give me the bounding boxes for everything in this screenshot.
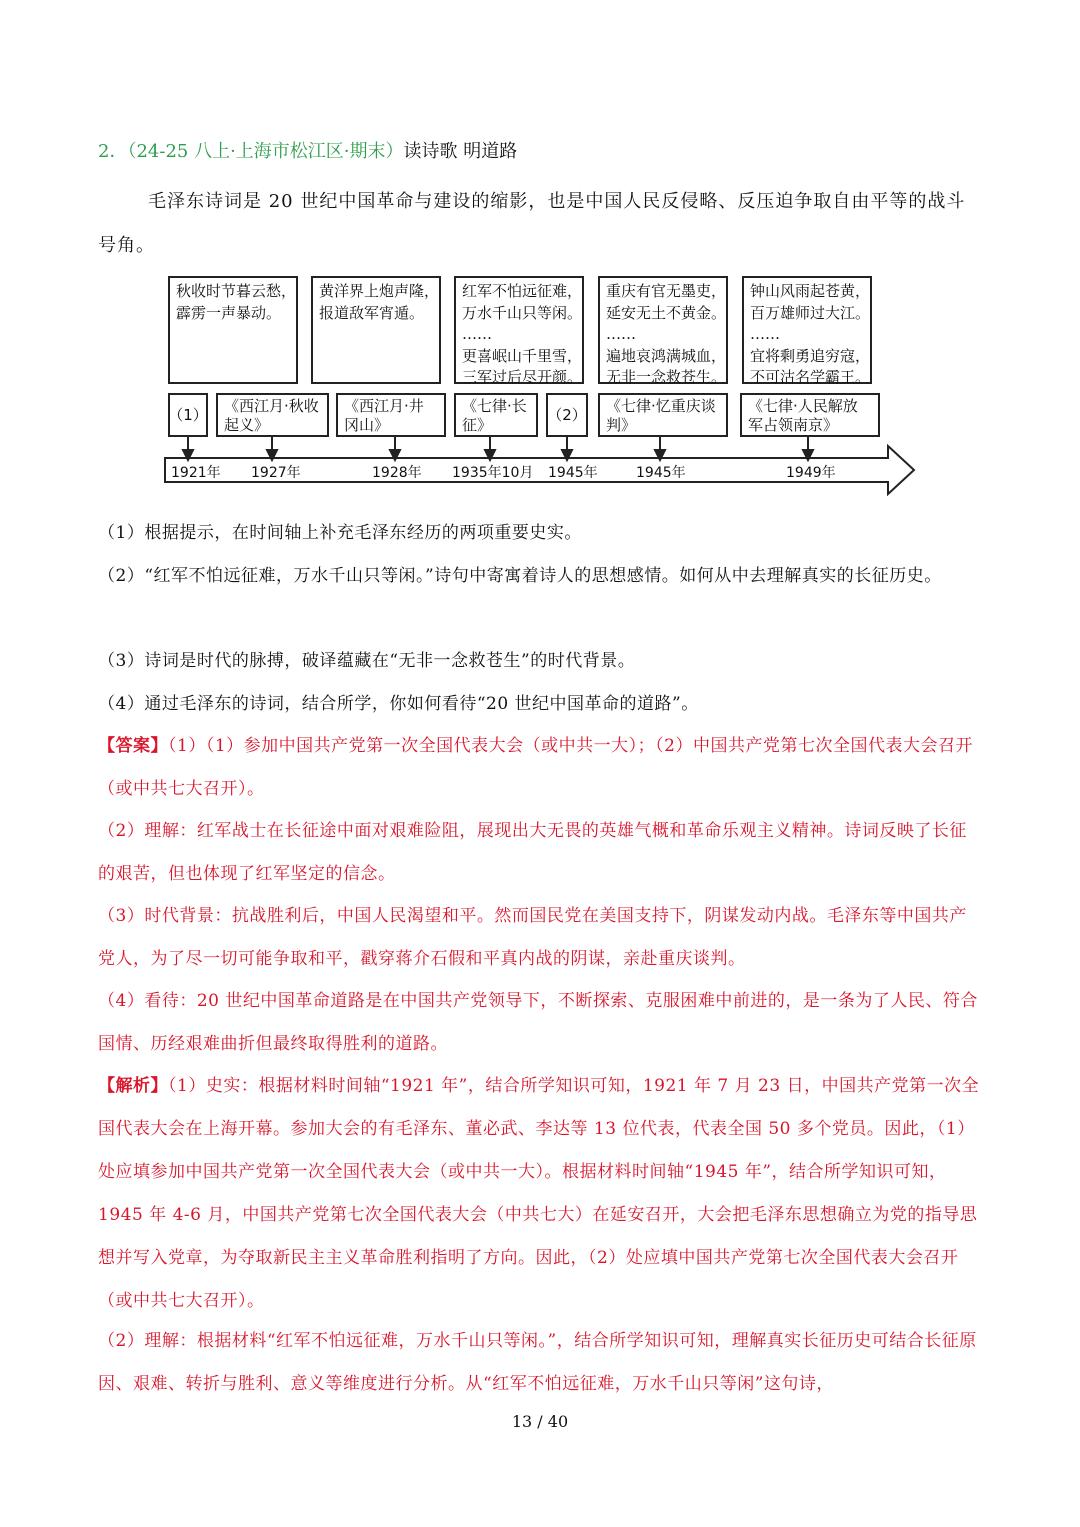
poem-line: 万水千山只等闲。	[462, 303, 583, 322]
poem-line: 延安无土不黄金。	[606, 303, 727, 322]
poem-box	[598, 276, 728, 384]
poem-line: 无非一念救苍生。	[606, 368, 727, 386]
poem-line: 霹雳一声暴动。	[176, 303, 282, 322]
answer-text: （1）（1）参加中国共产党第一次全国代表大会（或中共一大）；（2）中国共产党第七次全国代表大会召开（或中共七大召开）。	[98, 736, 973, 799]
poem-line: ……	[462, 325, 492, 343]
question-heading: 读诗歌 明道路	[403, 141, 518, 162]
event-label: 《西江月·井冈山》	[336, 393, 446, 437]
analysis-tag: 【解析】	[98, 1076, 168, 1096]
timeline-year: 1928年	[372, 465, 422, 481]
timeline-year: 1927年	[251, 465, 301, 481]
question-number: 2．	[98, 141, 128, 162]
event-label: 《西江月·秋收起义》	[216, 393, 329, 437]
poem-box	[168, 276, 298, 384]
poem-line: 黄洋界上炮声隆，	[319, 282, 440, 300]
poem-box	[742, 276, 872, 384]
timeline-year: 1949年	[786, 465, 836, 481]
timeline-year: 1945年	[548, 465, 598, 481]
analysis-part-2: （2）理解：根据材料“红军不怕远征难，万水千山只等闲。”，结合所学知识可知，理解真实长征历史可结合长征原因、艰难、转折与胜利、意义等维度进行分析。从“红军不怕远征难，万水千山只等闲”这句诗，	[98, 1331, 977, 1394]
analysis-part-1	[98, 1065, 982, 1323]
timeline-arrow	[0, 0, 1080, 520]
answer-part-4: （4）看待：20 世纪中国革命道路是在中国共产党领导下，不断探索、克服困难中前进的，是一条为了人民、符合国情、历经艰难曲折但最终取得胜利的道路。	[98, 991, 978, 1054]
poem-line: 钟山风雨起苍黄，	[750, 282, 871, 300]
poem-line: ……	[606, 325, 636, 343]
poem-line: 重庆有官无墨吏，	[606, 282, 727, 300]
timeline-year: 1921年	[171, 465, 221, 481]
poem-box	[454, 276, 584, 384]
timeline-year: 1945年	[636, 465, 686, 481]
poem-line: 更喜岷山千里雪，	[462, 346, 583, 365]
poem-box	[311, 276, 441, 384]
sub-question: （1）根据提示，在时间轴上补充毛泽东经历的两项重要史实。	[98, 523, 582, 543]
answer-part-3: （3）时代背景：抗战胜利后，中国人民渴望和平。然而国民党在美国支持下，阴谋发动内战。毛泽东等中国共产党人，为了尽一切可能争取和平，戳穿蒋介石假和平真内战的阴谋，亲赴重庆谈判。	[98, 906, 967, 969]
poem-line: 百万雄师过大江。	[750, 303, 871, 322]
timeline-year: 1935年10月	[452, 465, 534, 481]
answer-part-2: （2）理解：红军战士在长征途中面对艰难险阻，展现出大无畏的英雄气概和革命乐观主义精神。诗词反映了长征的艰苦，但也体现了红军坚定的信念。	[98, 821, 967, 884]
sub-question: （2）“红军不怕远征难，万水千山只等闲。”诗句中寄寓着诗人的思想感情。如何从中去理解真实的长征历史。	[98, 566, 942, 586]
poem-line: 三军过后尽开颜。	[462, 368, 583, 386]
answer-part-1	[98, 725, 982, 811]
poem-line: 报道敌军宵遁。	[319, 303, 425, 322]
event-label: 《七律·长征》	[454, 393, 538, 437]
analysis-text: （1）史实：根据材料时间轴“1921 年”，结合所学知识可知，1921 年 7 月 23 日，中国共产党第一次全国代表大会在上海开幕。参加大会的有毛泽东、董必武、李达等 13 位代表，代表全国 50 多个党员。因此，（1）处应填参加中国共产党第一次全国代表大会（或中共一大）。根据材料时间轴“1945 年”，结合所学知识可知，1945 年 4-6 月，中国共产党第七次全国代表大会（中共七大）在延安召开，大会把毛泽东思想确立为党的指导思想并写入党章，为夺取新民主主义革命胜利指明了方向。因此，（2）处应填中国共产党第七次全国代表大会召开（或中共七大召开）。	[98, 1076, 980, 1311]
poem-line: 秋收时节暮云愁，	[176, 282, 297, 300]
poem-line: 不可沽名学霸王。	[750, 368, 871, 386]
question-intro: 毛泽东诗词是 20 世纪中国革命与建设的缩影，也是中国人民反侵略、反压迫争取自由平等的战斗号角。	[98, 191, 966, 256]
timeline-figure	[0, 0, 1080, 520]
poem-line: 宜将剩勇追穷寇，	[750, 346, 871, 365]
answer-tag: 【答案】	[98, 736, 168, 756]
page-number: 13 / 40	[511, 1412, 569, 1431]
sub-question: （4）通过毛泽东的诗词，结合所学，你如何看待“20 世纪中国革命的道路”。	[98, 694, 699, 714]
event-label: 《七律·忆重庆谈判》	[598, 393, 728, 437]
sub-question: （3）诗词是时代的脉搏，破译蕴藏在“无非一念救苍生”的时代背景。	[98, 651, 636, 671]
question-source: （24-25 八上·上海市松江区·期末）	[127, 141, 404, 162]
poem-line: ……	[750, 325, 780, 343]
blank-label-1: （1）	[168, 393, 208, 437]
poem-line: 遍地哀鸿满城血，	[606, 346, 727, 365]
event-label: 《七律·人民解放军占领南京》	[740, 393, 880, 437]
blank-label-2: （2）	[546, 393, 588, 437]
poem-line: 红军不怕远征难，	[462, 282, 583, 300]
